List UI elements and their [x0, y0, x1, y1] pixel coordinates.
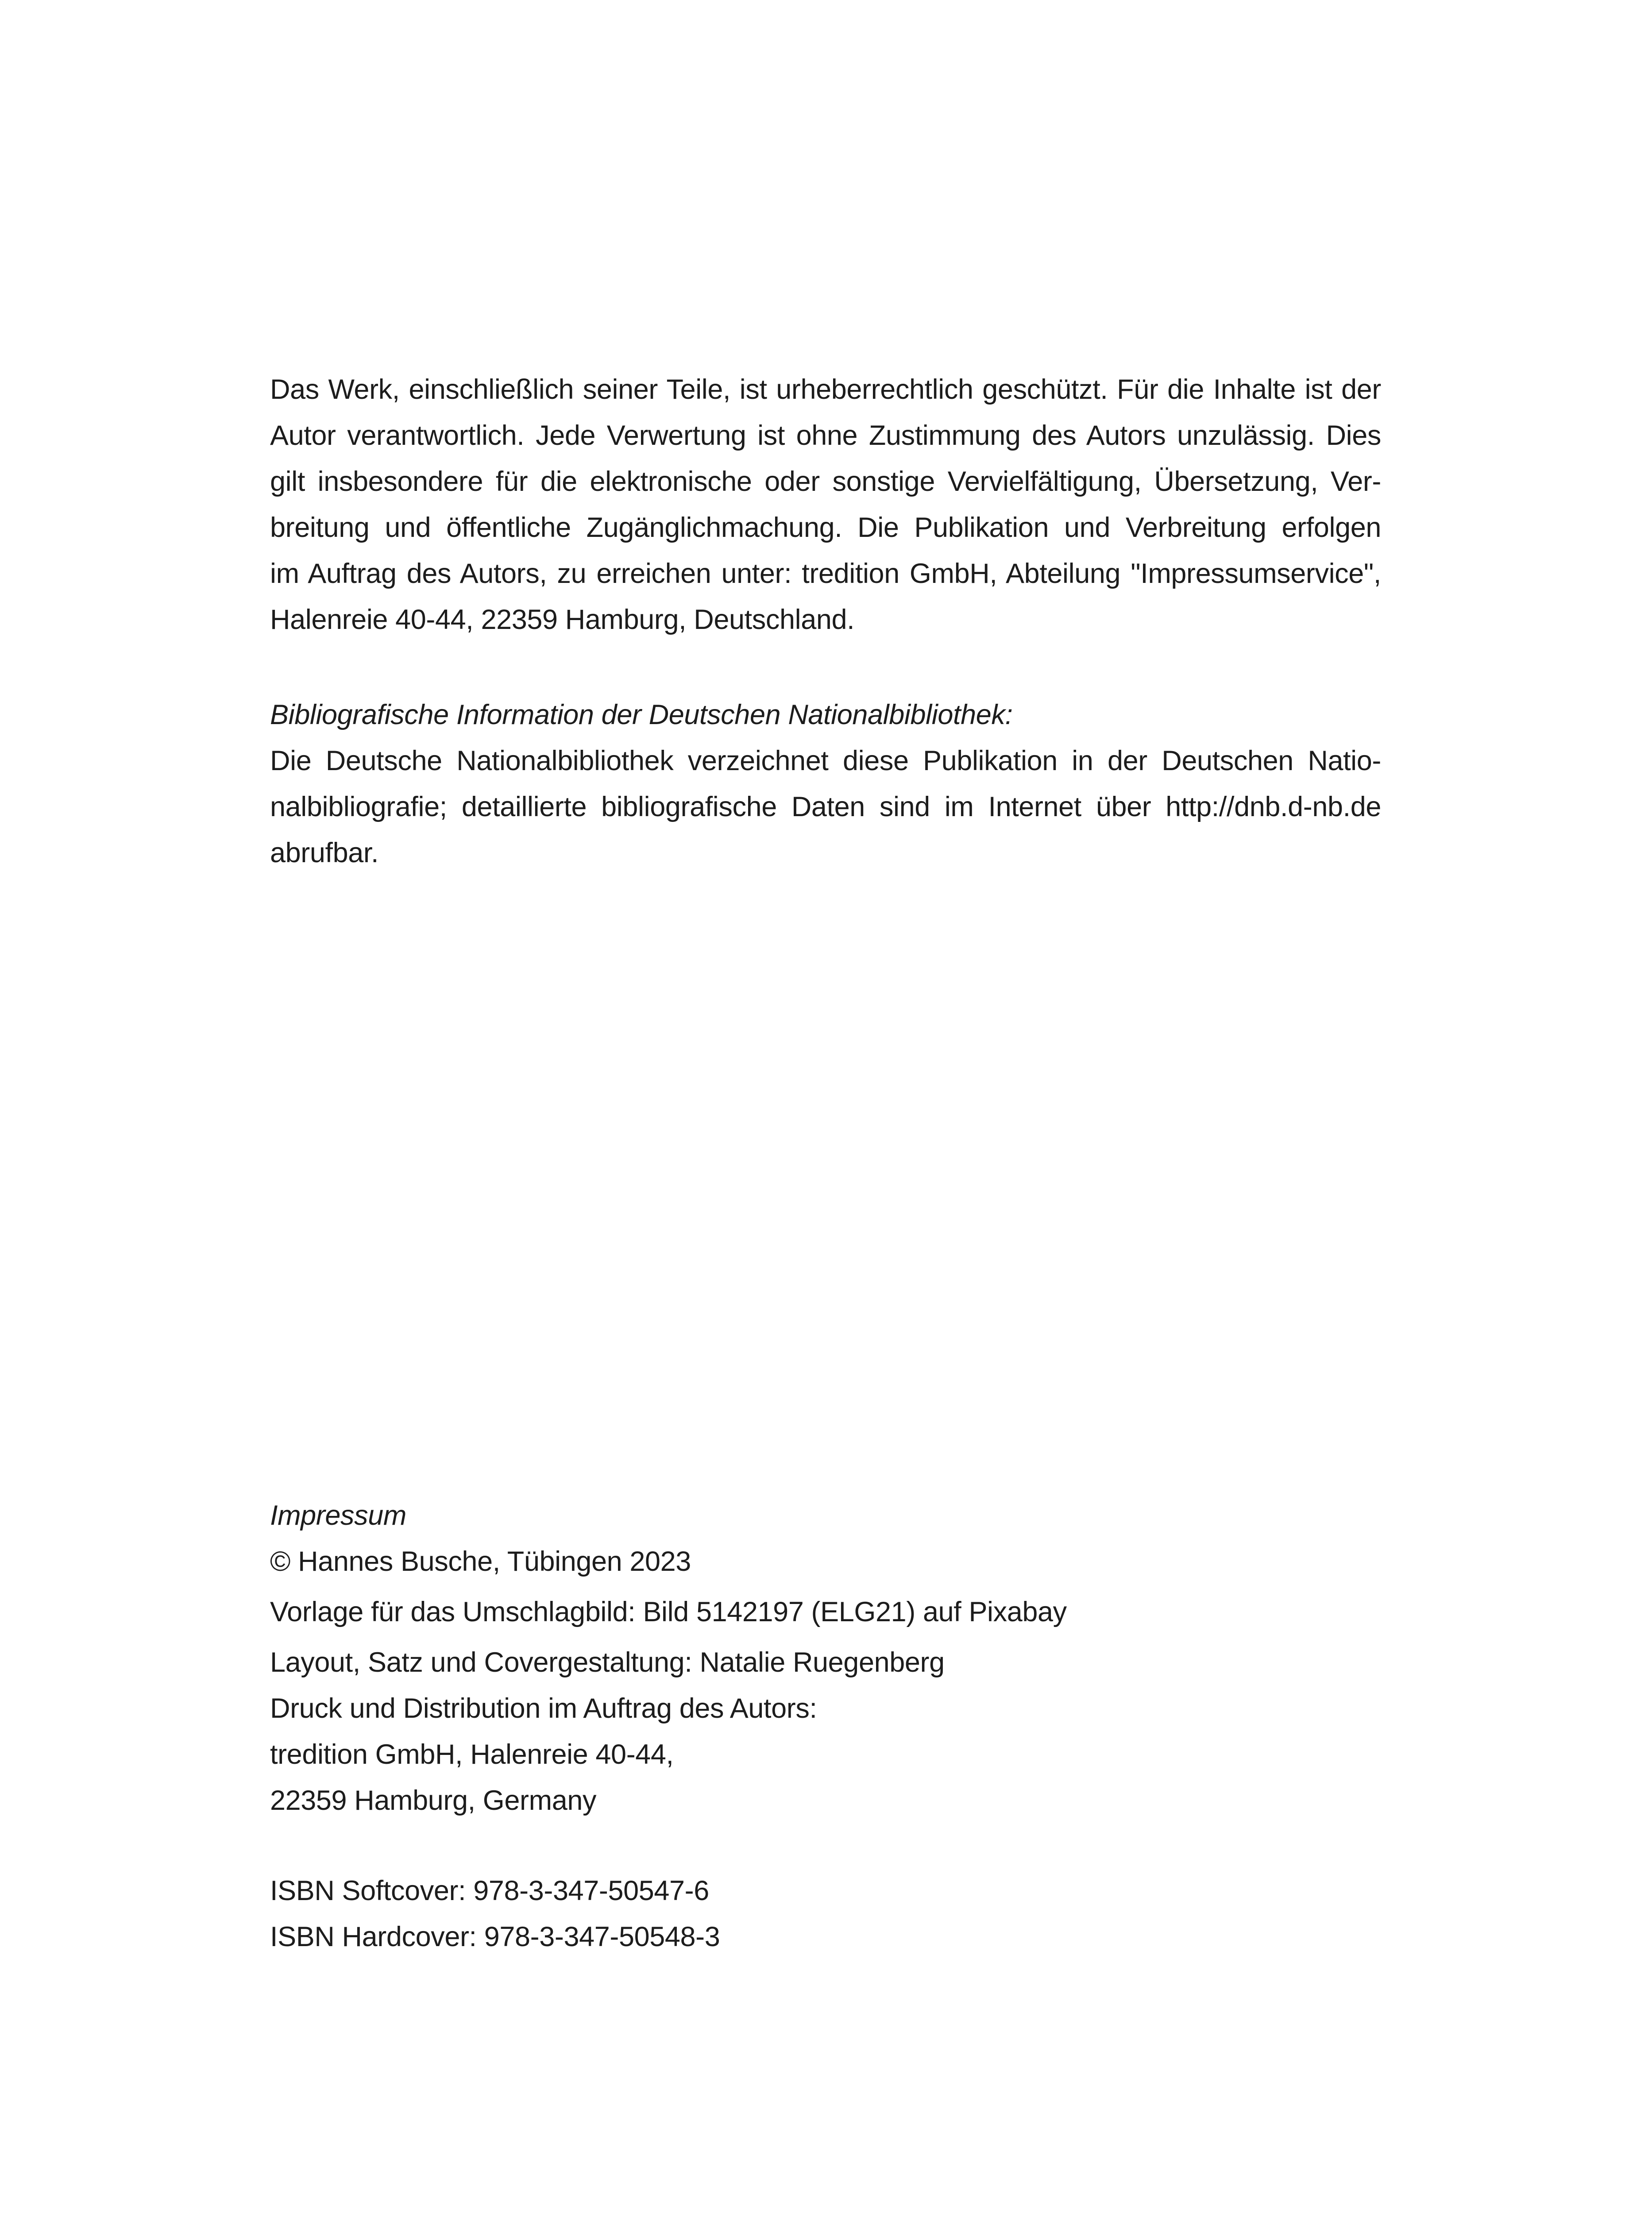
isbn-hardcover: ISBN Hardcover: 978-3-347-50548-3 — [270, 1921, 720, 1952]
imprint-distribution-label: Druck und Distribution im Auftrag des Autors: — [270, 1693, 817, 1724]
copyright-notice-line: breitung und öffentliche Zugänglichmachung. Die Publikation und Verbreitung erfolgen — [270, 512, 1381, 543]
copyright-notice-line: Das Werk, einschließlich seiner Teile, ist urheberrechtlich geschützt. Für die Inhalte ist der — [270, 374, 1381, 405]
imprint-cover-credit: Vorlage für das Umschlagbild: Bild 5142197 (ELG21) auf Pixabay — [270, 1596, 1067, 1627]
imprint-section — [270, 1492, 1244, 1960]
copyright-notice-line: Halenreie 40-44, 22359 Hamburg, Deutschland. — [270, 604, 855, 635]
dnb-info-line: nalbibliografie; detaillierte bibliografische Daten sind im Internet über http://dnb.d-nb.de — [270, 791, 1381, 822]
copyright-notice-line: gilt insbesondere für die elektronische oder sonstige Vervielfältigung, Übersetzung, Ver- — [270, 466, 1381, 497]
imprint-heading: Impressum — [270, 1500, 406, 1531]
imprint-distributor-address: tredition GmbH, Halenreie 40-44, — [270, 1739, 674, 1770]
copyright-notice — [270, 366, 1381, 643]
copyright-notice-line: Autor verantwortlich. Jede Verwertung ist ohne Zustimmung des Autors unzulässig. Dies — [270, 420, 1381, 451]
imprint-distributor-address: 22359 Hamburg, Germany — [270, 1785, 597, 1816]
copyright-notice-line: im Auftrag des Autors, zu erreichen unter: tredition GmbH, Abteilung "Impressumservice", — [270, 558, 1381, 589]
imprint-layout-credit: Layout, Satz und Covergestaltung: Natalie Ruegenberg — [270, 1647, 945, 1678]
dnb-info-line: abrufbar. — [270, 837, 379, 868]
dnb-heading: Bibliografische Information der Deutschen Nationalbibliothek: — [270, 699, 1013, 730]
dnb-bibliographic-info — [270, 692, 1381, 876]
imprint-copyright: © Hannes Busche, Tübingen 2023 — [270, 1546, 691, 1577]
dnb-info-line: Die Deutsche Nationalbibliothek verzeichnet diese Publikation in der Deutschen Natio- — [270, 745, 1381, 776]
isbn-softcover: ISBN Softcover: 978-3-347-50547-6 — [270, 1875, 709, 1906]
